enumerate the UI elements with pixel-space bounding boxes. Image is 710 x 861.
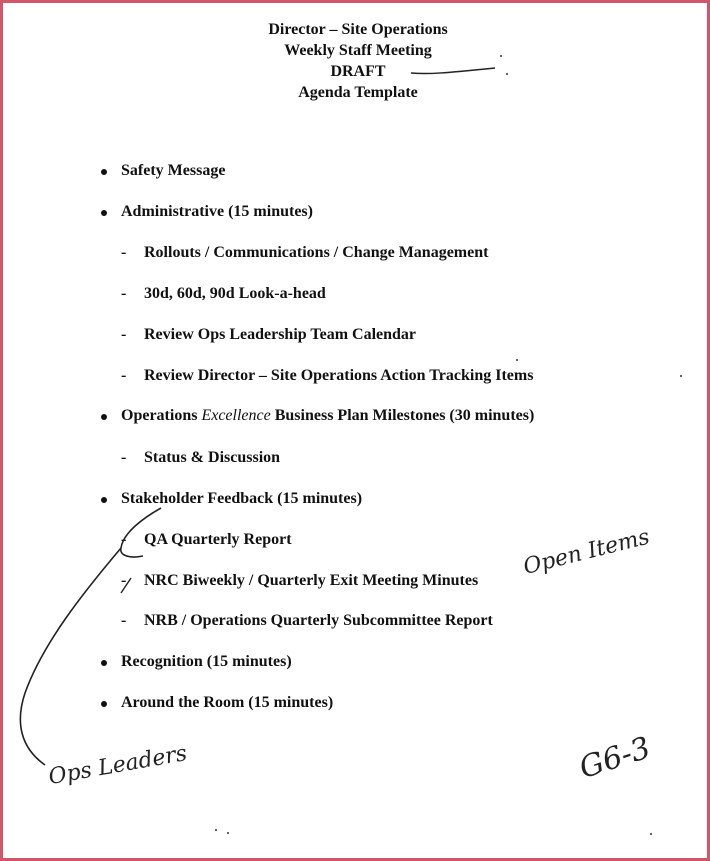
handwritten-open-items: Open Items bbox=[520, 524, 653, 580]
arrow-stroke bbox=[20, 508, 161, 765]
dash-marker: - bbox=[121, 367, 127, 384]
dash-marker: - bbox=[121, 572, 127, 589]
opex-suffix: Business Plan Milestones (30 minutes) bbox=[270, 407, 535, 424]
speck bbox=[516, 359, 518, 361]
speck bbox=[650, 833, 652, 835]
opex-emphasis: Excellence bbox=[201, 407, 271, 424]
agenda-item-safety: Safety Message bbox=[121, 162, 226, 179]
dash-marker: - bbox=[121, 531, 127, 548]
title-line-1: Director – Site Operations bbox=[268, 21, 448, 38]
agenda-item-recognition: Recognition (15 minutes) bbox=[121, 653, 292, 670]
tick-stroke bbox=[121, 578, 131, 593]
handwritten-page-ref: G6-3 bbox=[575, 730, 655, 786]
agenda-item-stakeholder-feedback: Stakeholder Feedback (15 minutes) bbox=[121, 490, 363, 507]
opex-prefix: Operations bbox=[121, 407, 202, 424]
speck bbox=[215, 829, 217, 831]
subitem-status-discussion: Status & Discussion bbox=[144, 449, 281, 466]
subitem-qa-report: QA Quarterly Report bbox=[144, 531, 292, 548]
speck bbox=[506, 73, 508, 75]
dash-marker: - bbox=[121, 449, 127, 466]
title-line-2: Weekly Staff Meeting bbox=[284, 42, 432, 59]
speck bbox=[500, 55, 502, 57]
subitem-action-tracking: Review Director – Site Operations Action Tracking Items bbox=[144, 367, 534, 384]
agenda-item-administrative: Administrative (15 minutes) bbox=[121, 203, 313, 220]
handwritten-ops-leaders: Ops Leaders bbox=[46, 741, 189, 790]
subitem-rollouts: Rollouts / Communications / Change Management bbox=[144, 244, 489, 261]
subitem-nrb-report: NRB / Operations Quarterly Subcommittee Report bbox=[144, 612, 493, 629]
draft-underline-stroke bbox=[411, 68, 495, 74]
dash-marker: - bbox=[121, 285, 127, 302]
subitem-calendar: Review Ops Leadership Team Calendar bbox=[144, 326, 417, 343]
dash-marker: - bbox=[121, 244, 127, 261]
agenda-item-around-the-room: Around the Room (15 minutes) bbox=[121, 694, 334, 711]
subitem-look-ahead: 30d, 60d, 90d Look-a-head bbox=[144, 285, 326, 302]
dash-marker: - bbox=[121, 326, 127, 343]
handwritten-ink-strokes bbox=[3, 3, 707, 858]
speck bbox=[680, 375, 682, 377]
document-page bbox=[3, 3, 707, 858]
dash-marker: - bbox=[121, 612, 127, 629]
subitem-nrc-minutes: NRC Biweekly / Quarterly Exit Meeting Minutes bbox=[144, 572, 479, 589]
speck bbox=[227, 832, 229, 834]
title-line-4: Agenda Template bbox=[298, 84, 418, 101]
draft-label: DRAFT bbox=[330, 63, 386, 80]
